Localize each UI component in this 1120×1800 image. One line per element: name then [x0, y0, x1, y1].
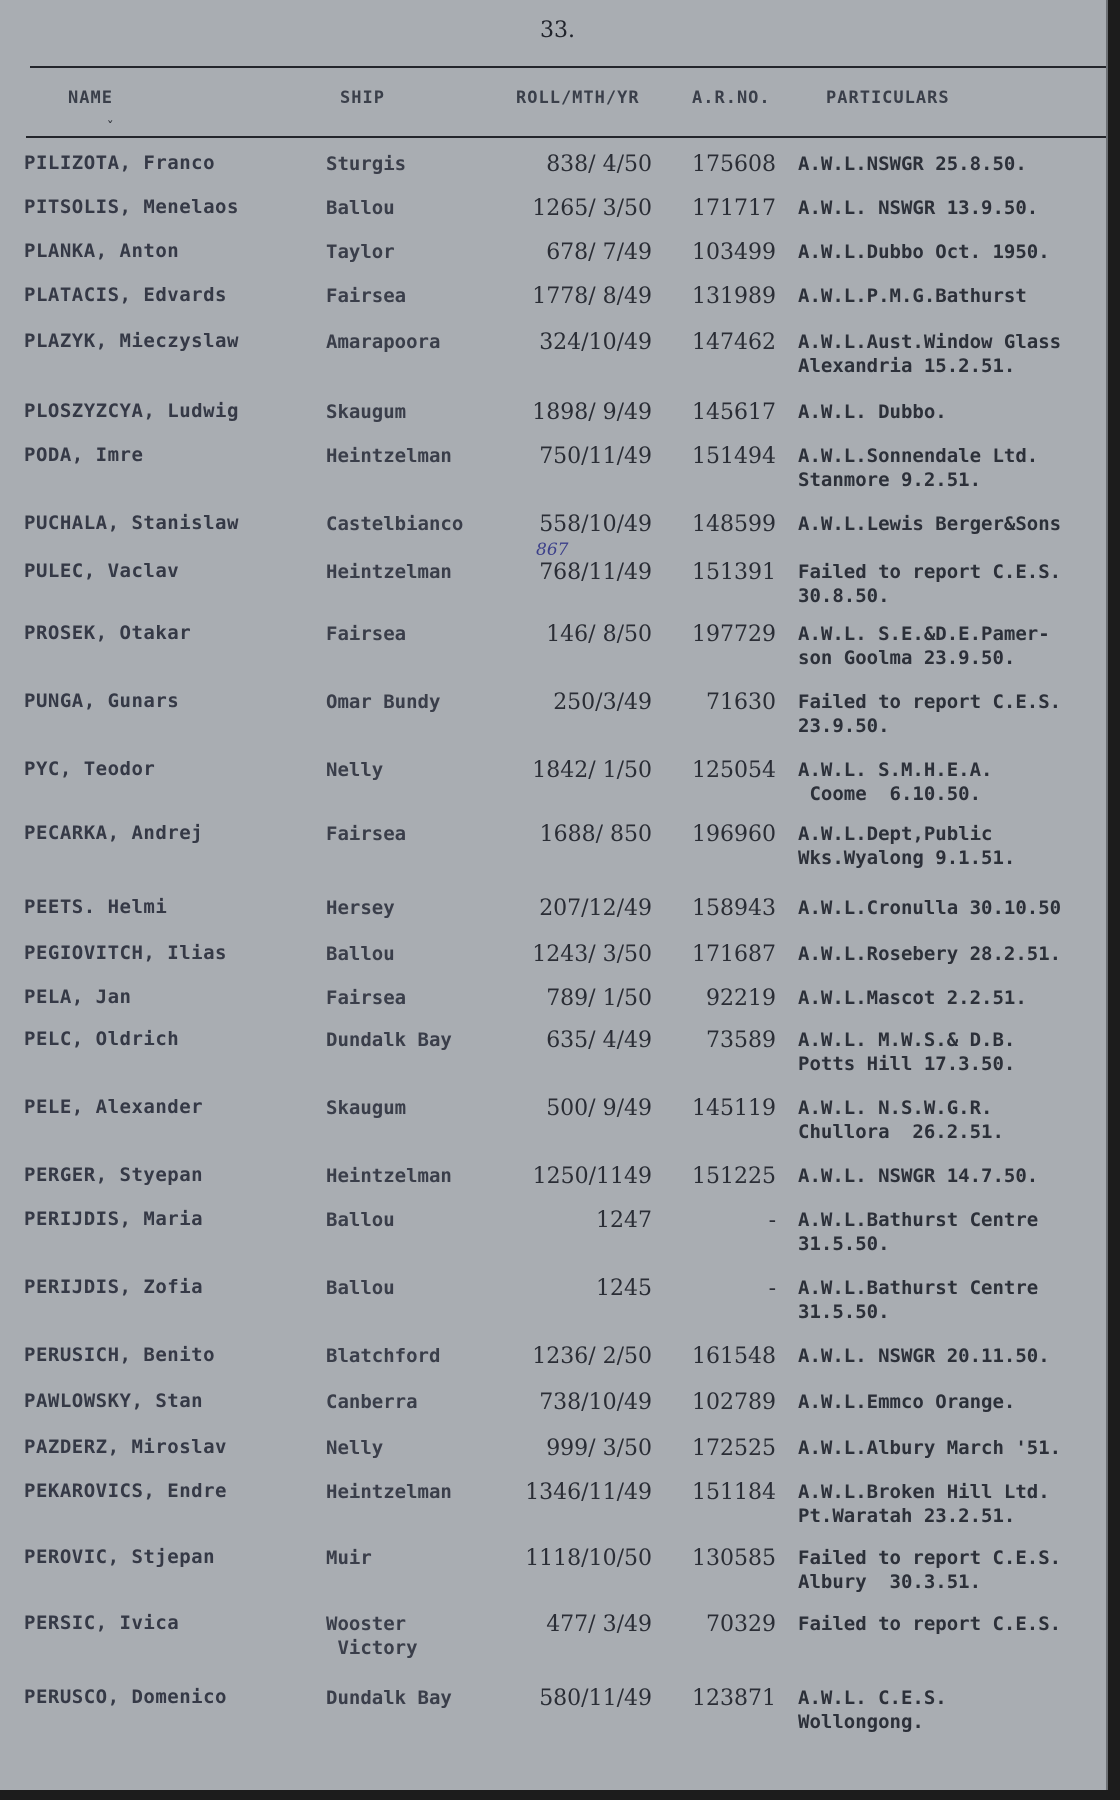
particulars-line: Failed to report C.E.S.: [798, 561, 1062, 583]
table-row: [0, 444, 1106, 510]
roll-cell: 207/12/49: [539, 896, 652, 921]
ship-cell: [326, 896, 395, 920]
particulars-cell: [798, 1096, 1004, 1144]
particulars-cell: [798, 1390, 1015, 1414]
roll-cell: 1243/ 3/50: [532, 942, 652, 967]
ship-line: Nelly: [326, 759, 384, 781]
roll-cell: 635/ 4/49: [546, 1028, 652, 1053]
ship-line: Taylor: [326, 241, 395, 263]
ship-line: Fairsea: [326, 987, 407, 1009]
name-cell: PUCHALA, Stanislaw: [24, 512, 239, 534]
ar-number-cell: 158943: [692, 896, 776, 921]
ship-cell: [326, 758, 383, 782]
roll-cell: 1688/ 850: [539, 822, 652, 847]
particulars-cell: [798, 758, 992, 806]
ship-line: Blatchford: [326, 1345, 441, 1367]
table-row: [0, 1028, 1106, 1094]
roll-cell: 580/11/49: [539, 1686, 652, 1711]
particulars-line: A.W.L.Albury March '51.: [798, 1437, 1062, 1459]
name-cell: PEKAROVICS, Endre: [24, 1480, 227, 1502]
ar-number-cell: 125054: [692, 758, 776, 783]
ship-cell: [326, 1028, 452, 1052]
table-row: [0, 1612, 1106, 1678]
ship-cell: [326, 330, 440, 354]
table-row: [0, 1276, 1106, 1342]
particulars-line: A.W.L.P.M.G.Bathurst: [798, 285, 1027, 307]
ar-number-cell: 123871: [692, 1686, 776, 1711]
roll-cell: 500/ 9/49: [546, 1096, 652, 1121]
column-header-roll: ROLL/MTH/YR: [516, 88, 640, 108]
ship-line: Ballou: [326, 197, 395, 219]
name-cell: PAWLOWSKY, Stan: [24, 1390, 204, 1412]
ship-cell: [326, 1390, 418, 1414]
particulars-cell: [798, 942, 1061, 966]
particulars-cell: [798, 1164, 1038, 1188]
ship-line: Victory: [326, 1637, 418, 1659]
particulars-cell: [798, 986, 1027, 1010]
name-cell: PELC, Oldrich: [24, 1028, 180, 1050]
ar-number-cell: 148599: [692, 512, 776, 537]
particulars-line: 23.9.50.: [798, 715, 890, 737]
particulars-line: A.W.L. NSWGR 13.9.50.: [798, 197, 1039, 219]
ship-line: Heintzelman: [326, 445, 452, 467]
roll-cell: 477/ 3/49: [546, 1612, 652, 1637]
ar-number-cell: 131989: [692, 284, 776, 309]
name-cell: PERIJDIS, Maria: [24, 1208, 204, 1230]
particulars-cell: [798, 1686, 947, 1734]
table-row: [0, 1480, 1106, 1546]
roll-cell: 324/10/49: [539, 330, 652, 355]
particulars-line: A.W.L.NSWGR 25.8.50.: [798, 153, 1027, 175]
ship-cell: [326, 1164, 452, 1188]
particulars-cell: [798, 1436, 1061, 1460]
particulars-cell: [798, 822, 1015, 870]
roll-cell: 768/11/49: [539, 560, 652, 585]
name-cell: PILIZOTA, Franco: [24, 152, 216, 174]
roll-cell: 1247: [596, 1208, 652, 1233]
ship-line: Skaugum: [326, 1097, 407, 1119]
ship-cell: [326, 400, 406, 424]
name-cell: PERSIC, Ivica: [24, 1612, 180, 1634]
name-cell: PROSEK, Otakar: [24, 622, 192, 644]
particulars-line: Chullora 26.2.51.: [798, 1121, 1004, 1143]
ship-line: Ballou: [326, 1209, 395, 1231]
particulars-cell: [798, 1208, 1038, 1256]
ship-cell: [326, 690, 440, 714]
ar-number-cell: -: [768, 1276, 776, 1301]
ar-number-cell: 145119: [692, 1096, 776, 1121]
ship-cell: [326, 1480, 452, 1504]
ship-line: Canberra: [326, 1391, 418, 1413]
ship-cell: [326, 1096, 406, 1120]
handwritten-annotation: 867: [536, 540, 569, 560]
ar-number-cell: 145617: [692, 400, 776, 425]
ship-line: Omar Bundy: [326, 691, 441, 713]
particulars-cell: [798, 1546, 1061, 1594]
ar-number-cell: 197729: [692, 622, 776, 647]
roll-cell: 750/11/49: [539, 444, 652, 469]
roll-cell: 1346/11/49: [525, 1480, 652, 1505]
ship-cell: [326, 1436, 383, 1460]
ship-cell: [326, 284, 406, 308]
ship-cell: [326, 1276, 395, 1300]
table-row: [0, 1096, 1106, 1162]
roll-cell: 1265/ 3/50: [532, 196, 652, 221]
particulars-line: Alexandria 15.2.51.: [798, 355, 1016, 377]
ar-number-cell: 130585: [692, 1546, 776, 1571]
ship-cell: [326, 1208, 395, 1232]
name-cell: PAZDERZ, Miroslav: [24, 1436, 227, 1458]
ship-cell: [326, 512, 463, 536]
particulars-line: son Goolma 23.9.50.: [798, 647, 1016, 669]
name-cell: PLATACIS, Edvards: [24, 284, 227, 306]
ar-number-cell: 103499: [692, 240, 776, 265]
ship-line: Fairsea: [326, 623, 407, 645]
ship-cell: [326, 196, 395, 220]
particulars-cell: [798, 512, 1061, 536]
ship-cell: [326, 240, 395, 264]
ar-number-cell: 147462: [692, 330, 776, 355]
roll-cell: 738/10/49: [539, 1390, 652, 1415]
particulars-line: A.W.L.Emmco Orange.: [798, 1391, 1016, 1413]
particulars-cell: [798, 622, 1050, 670]
ship-line: Dundalk Bay: [326, 1029, 452, 1051]
particulars-line: A.W.L.Cronulla 30.10.50: [798, 897, 1062, 919]
name-cell: PITSOLIS, Menelaos: [24, 196, 239, 218]
ship-line: Heintzelman: [326, 1481, 452, 1503]
table-row: [0, 1546, 1106, 1612]
ar-number-cell: 175608: [692, 152, 776, 177]
name-cell: PEROVIC, Stjepan: [24, 1546, 216, 1568]
ship-line: Heintzelman: [326, 1165, 452, 1187]
name-cell: PERUSICH, Benito: [24, 1344, 216, 1366]
top-rule: [30, 66, 1106, 68]
ship-line: Muir: [326, 1547, 372, 1569]
particulars-line: 31.5.50.: [798, 1301, 890, 1323]
ar-number-cell: 151184: [692, 1480, 776, 1505]
ship-line: Wooster: [326, 1613, 407, 1635]
ship-line: Skaugum: [326, 401, 407, 423]
particulars-line: A.W.L.Dubbo Oct. 1950.: [798, 241, 1050, 263]
name-cell: PEETS. Helmi: [24, 896, 168, 918]
particulars-line: Failed to report C.E.S.: [798, 1613, 1062, 1635]
table-row: [0, 560, 1106, 626]
particulars-line: A.W.L.Bathurst Centre: [798, 1277, 1039, 1299]
ar-number-cell: 151225: [692, 1164, 776, 1189]
name-cell: PULEC, Vaclav: [24, 560, 180, 582]
roll-cell: 1236/ 2/50: [532, 1344, 652, 1369]
ship-line: Amarapoora: [326, 331, 441, 353]
name-cell: PUNGA, Gunars: [24, 690, 180, 712]
ship-line: Ballou: [326, 1277, 395, 1299]
roll-cell: 1250/1149: [532, 1164, 652, 1189]
ar-number-cell: 161548: [692, 1344, 776, 1369]
table-row: [0, 1208, 1106, 1274]
table-row: [0, 330, 1106, 396]
particulars-line: A.W.L.Aust.Window Glass: [798, 331, 1062, 353]
particulars-cell: [798, 896, 1061, 920]
particulars-line: 31.5.50.: [798, 1233, 890, 1255]
column-header-particulars: PARTICULARS: [826, 88, 950, 108]
roll-cell: 999/ 3/50: [546, 1436, 652, 1461]
particulars-line: Albury 30.3.51.: [798, 1571, 982, 1593]
particulars-line: Stanmore 9.2.51.: [798, 469, 982, 491]
particulars-cell: [798, 1612, 1061, 1636]
table-row: [0, 690, 1106, 756]
name-cell: PELE, Alexander: [24, 1096, 204, 1118]
ship-line: Sturgis: [326, 153, 407, 175]
particulars-line: A.W.L. N.S.W.G.R.: [798, 1097, 993, 1119]
roll-cell: 146/ 8/50: [546, 622, 652, 647]
ship-cell: [326, 1344, 440, 1368]
particulars-cell: [798, 240, 1050, 264]
header-rule: [26, 136, 1106, 138]
ar-number-cell: -: [768, 1208, 776, 1233]
particulars-line: A.W.L. S.E.&D.E.Pamer-: [798, 623, 1050, 645]
roll-cell: 1898/ 9/49: [532, 400, 652, 425]
roll-cell: 1245: [596, 1276, 652, 1301]
particulars-line: Pt.Waratah 23.2.51.: [798, 1505, 1016, 1527]
particulars-line: A.W.L. M.W.S.& D.B.: [798, 1029, 1016, 1051]
particulars-line: Coome 6.10.50.: [798, 783, 982, 805]
particulars-line: A.W.L. C.E.S.: [798, 1687, 947, 1709]
particulars-line: A.W.L. NSWGR 14.7.50.: [798, 1165, 1039, 1187]
particulars-cell: [798, 690, 1061, 738]
particulars-line: Failed to report C.E.S.: [798, 1547, 1062, 1569]
ar-number-cell: 172525: [692, 1436, 776, 1461]
name-cell: PEGIOVITCH, Ilias: [24, 942, 227, 964]
particulars-line: A.W.L. S.M.H.E.A.: [798, 759, 993, 781]
particulars-cell: [798, 1344, 1050, 1368]
roll-cell: 1842/ 1/50: [532, 758, 652, 783]
table-row: [0, 758, 1106, 824]
particulars-line: A.W.L.Broken Hill Ltd.: [798, 1481, 1050, 1503]
ship-cell: [326, 560, 452, 584]
name-cell: PECARKA, Andrej: [24, 822, 204, 844]
roll-cell: 558/10/49: [539, 512, 652, 537]
tick-mark: ˇ: [106, 120, 115, 136]
column-header-name: NAME: [68, 88, 113, 108]
table-row: [0, 622, 1106, 688]
ar-number-cell: 151494: [692, 444, 776, 469]
ar-number-cell: 102789: [692, 1390, 776, 1415]
ar-number-cell: 171717: [692, 196, 776, 221]
ship-cell: [326, 1612, 418, 1660]
ship-line: Ballou: [326, 943, 395, 965]
particulars-line: A.W.L.Mascot 2.2.51.: [798, 987, 1027, 1009]
ar-number-cell: 73589: [706, 1028, 776, 1053]
name-cell: PYC, Teodor: [24, 758, 156, 780]
ship-line: Fairsea: [326, 285, 407, 307]
name-cell: PELA, Jan: [24, 986, 132, 1008]
name-cell: PLAZYK, Mieczyslaw: [24, 330, 239, 352]
column-header-ar-no: A.R.NO.: [692, 88, 771, 108]
ar-number-cell: 71630: [706, 690, 776, 715]
particulars-line: A.W.L. Dubbo.: [798, 401, 947, 423]
roll-cell: 250/3/49: [553, 690, 652, 715]
particulars-cell: [798, 1028, 1015, 1076]
ship-cell: [326, 986, 406, 1010]
roll-cell: 838/ 4/50: [546, 152, 652, 177]
particulars-line: Wollongong.: [798, 1711, 924, 1733]
name-cell: PERIJDIS, Zofia: [24, 1276, 204, 1298]
particulars-cell: [798, 330, 1061, 378]
ship-cell: [326, 444, 452, 468]
ar-number-cell: 171687: [692, 942, 776, 967]
name-cell: PERUSCO, Domenico: [24, 1686, 227, 1708]
column-header-ship: SHIP: [340, 88, 385, 108]
particulars-line: A.W.L.Dept,Public: [798, 823, 993, 845]
name-cell: PERGER, Styepan: [24, 1164, 204, 1186]
roll-cell: 789/ 1/50: [546, 986, 652, 1011]
ship-cell: [326, 1686, 452, 1710]
particulars-line: 30.8.50.: [798, 585, 890, 607]
particulars-cell: [798, 1480, 1050, 1528]
particulars-line: Potts Hill 17.3.50.: [798, 1053, 1016, 1075]
roll-cell: 1118/10/50: [525, 1546, 652, 1571]
ship-cell: [326, 622, 406, 646]
particulars-line: Wks.Wyalong 9.1.51.: [798, 847, 1016, 869]
table-row: [0, 822, 1106, 888]
particulars-cell: [798, 152, 1027, 176]
particulars-line: Failed to report C.E.S.: [798, 691, 1062, 713]
table-row: [0, 1686, 1106, 1752]
name-cell: PLOSZYZCYA, Ludwig: [24, 400, 239, 422]
ship-line: Fairsea: [326, 823, 407, 845]
ship-cell: [326, 152, 406, 176]
page-number: 33.: [540, 18, 575, 43]
ar-number-cell: 196960: [692, 822, 776, 847]
particulars-line: A.W.L.Rosebery 28.2.51.: [798, 943, 1062, 965]
ar-number-cell: 92219: [706, 986, 776, 1011]
particulars-cell: [798, 400, 947, 424]
ship-line: Dundalk Bay: [326, 1687, 452, 1709]
ship-line: Castelbianco: [326, 513, 464, 535]
ship-cell: [326, 942, 395, 966]
particulars-line: A.W.L.Sonnendale Ltd.: [798, 445, 1039, 467]
ar-number-cell: 151391: [692, 560, 776, 585]
ship-cell: [326, 822, 406, 846]
ship-line: Heintzelman: [326, 561, 452, 583]
ship-cell: [326, 1546, 372, 1570]
name-cell: PODA, Imre: [24, 444, 144, 466]
particulars-line: A.W.L.Bathurst Centre: [798, 1209, 1039, 1231]
name-cell: PLANKA, Anton: [24, 240, 180, 262]
ship-line: Hersey: [326, 897, 395, 919]
particulars-cell: [798, 444, 1038, 492]
roll-cell: 1778/ 8/49: [532, 284, 652, 309]
roll-cell: 678/ 7/49: [546, 240, 652, 265]
ship-line: Nelly: [326, 1437, 384, 1459]
particulars-cell: [798, 1276, 1038, 1324]
particulars-line: A.W.L.Lewis Berger&Sons: [798, 513, 1062, 535]
ar-number-cell: 70329: [706, 1612, 776, 1637]
particulars-line: A.W.L. NSWGR 20.11.50.: [798, 1345, 1050, 1367]
particulars-cell: [798, 560, 1061, 608]
particulars-cell: [798, 196, 1038, 220]
particulars-cell: [798, 284, 1027, 308]
